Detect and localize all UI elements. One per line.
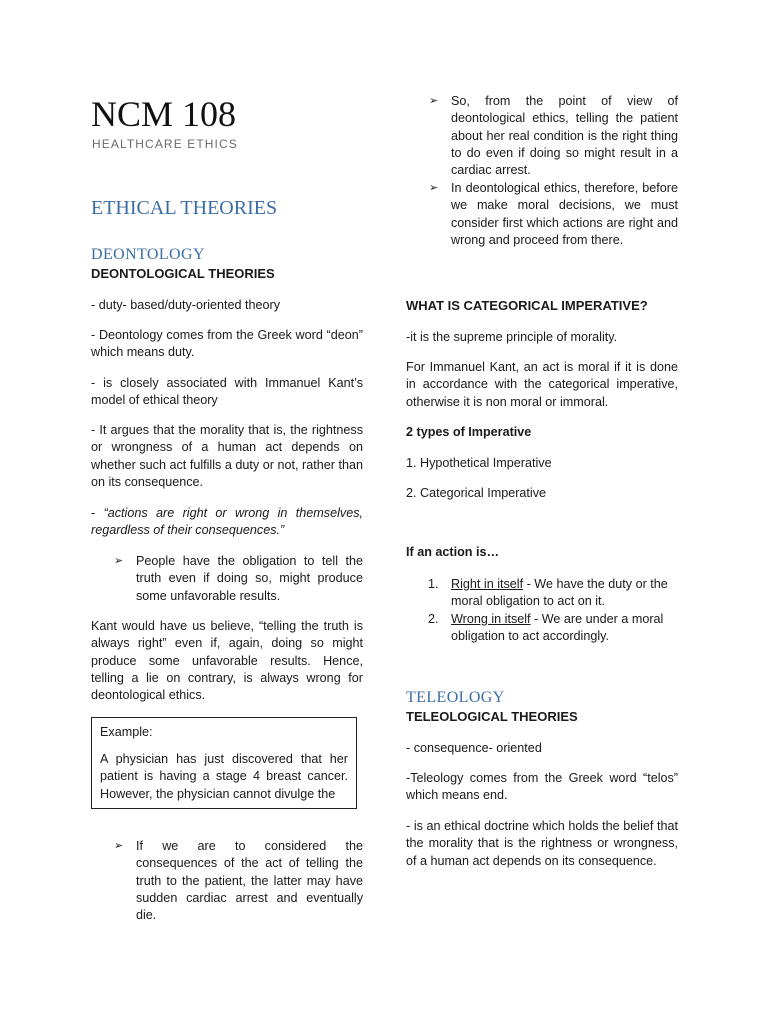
example-text: A physician has just discovered that her patient is having a stage 4 breast cancer. However, the physician cannot divulge the [100, 752, 348, 801]
paragraph-deon-origin: - Deontology comes from the Greek word “deon” which means duty. [91, 328, 363, 360]
paragraph-quote [91, 505, 363, 540]
teleological-theories-heading: TELEOLOGICAL THEORIES [406, 709, 578, 724]
example-box [91, 717, 357, 809]
arrowhead-bullet-icon: ➢ [429, 95, 439, 107]
list-term: Right in itself [451, 577, 524, 591]
list-item-right-in-itself [451, 576, 678, 611]
imperative-type-2: 2. Categorical Imperative [406, 486, 546, 500]
paragraph-kant-moral-act: For Immanuel Kant, an act is moral if it is done in accordance with the categorical imperative, otherwise it is non moral or immoral. [406, 360, 678, 409]
list-description: - We are under a moral obligation to act accordingly. [451, 612, 664, 644]
list-number: 2. [428, 612, 439, 626]
arrowhead-bullet-icon: ➢ [114, 840, 124, 852]
quote-prefix: - [91, 506, 104, 520]
paragraph-consequence-oriented: - consequence- oriented [406, 741, 542, 755]
bullet-consequences: If we are to considered the consequences of the act of telling the truth to the patient, the latter may have sudden cardiac arrest and eventually die. [136, 839, 363, 923]
quote-text: “actions are right or wrong in themselves, regardless of their consequences.” [91, 506, 363, 538]
list-item-wrong-in-itself [451, 611, 678, 646]
types-of-imperative-heading: 2 types of Imperative [406, 425, 532, 439]
bullet-obligation-truth: People have the obligation to tell the truth even if doing so, might produce some unfavorable results. [136, 554, 363, 603]
bullet-moral-decisions: In deontological ethics, therefore, before we make moral decisions, we must consider first which actions are right and wrong and proceed from there. [451, 181, 678, 247]
arrowhead-bullet-icon: ➢ [429, 182, 439, 194]
paragraph-morality-argument: - It argues that the morality that is, the rightness or wrongness of a human act depends on whether such act fulfills a duty or not, rather than on its consequence. [91, 423, 363, 489]
categorical-imperative-heading: WHAT IS CATEGORICAL IMPERATIVE? [406, 298, 648, 313]
if-action-heading: If an action is… [406, 545, 500, 559]
paragraph-supreme-principle: -it is the supreme principle of morality. [406, 330, 618, 344]
paragraph-kant-model: - is closely associated with Immanuel Kant’s model of ethical theory [91, 376, 363, 408]
paragraph-kant-truth: Kant would have us believe, “telling the truth is always right” even if, again, doing so might produce some unfavorable results. Hence, telling a lie on contrary, is always wrong for deontological ethics. [91, 619, 363, 703]
list-number: 1. [428, 577, 439, 591]
list-description: - We have the duty or the moral obligation to act on it. [451, 577, 668, 609]
list-term: Wrong in itself [451, 612, 531, 626]
paragraph-telos-origin: -Teleology comes from the Greek word “telos” which means end. [406, 771, 678, 803]
subsection-title-teleology: TELEOLOGY [406, 689, 505, 706]
subsection-title-deontology: DEONTOLOGY [91, 246, 205, 263]
paragraph-ethical-doctrine: - is an ethical doctrine which holds the belief that the morality that is the rightness or wrongness, of a human act depends on its consequence. [406, 819, 678, 868]
section-title-ethical-theories: ETHICAL THEORIES [91, 197, 278, 219]
paragraph-duty-based: - duty- based/duty-oriented theory [91, 298, 281, 312]
deontological-theories-heading: DEONTOLOGICAL THEORIES [91, 266, 275, 281]
imperative-type-1: 1. Hypothetical Imperative [406, 456, 552, 470]
bullet-deontological-view: So, from the point of view of deontological ethics, telling the patient about her real condition is the right thing to do even if doing so might result in a cardiac arrest. [451, 94, 678, 178]
example-label: Example: [100, 725, 153, 739]
arrowhead-bullet-icon: ➢ [114, 555, 124, 567]
page-title: NCM 108 [91, 94, 237, 134]
page-subtitle: HEALTHCARE ETHICS [92, 137, 238, 151]
